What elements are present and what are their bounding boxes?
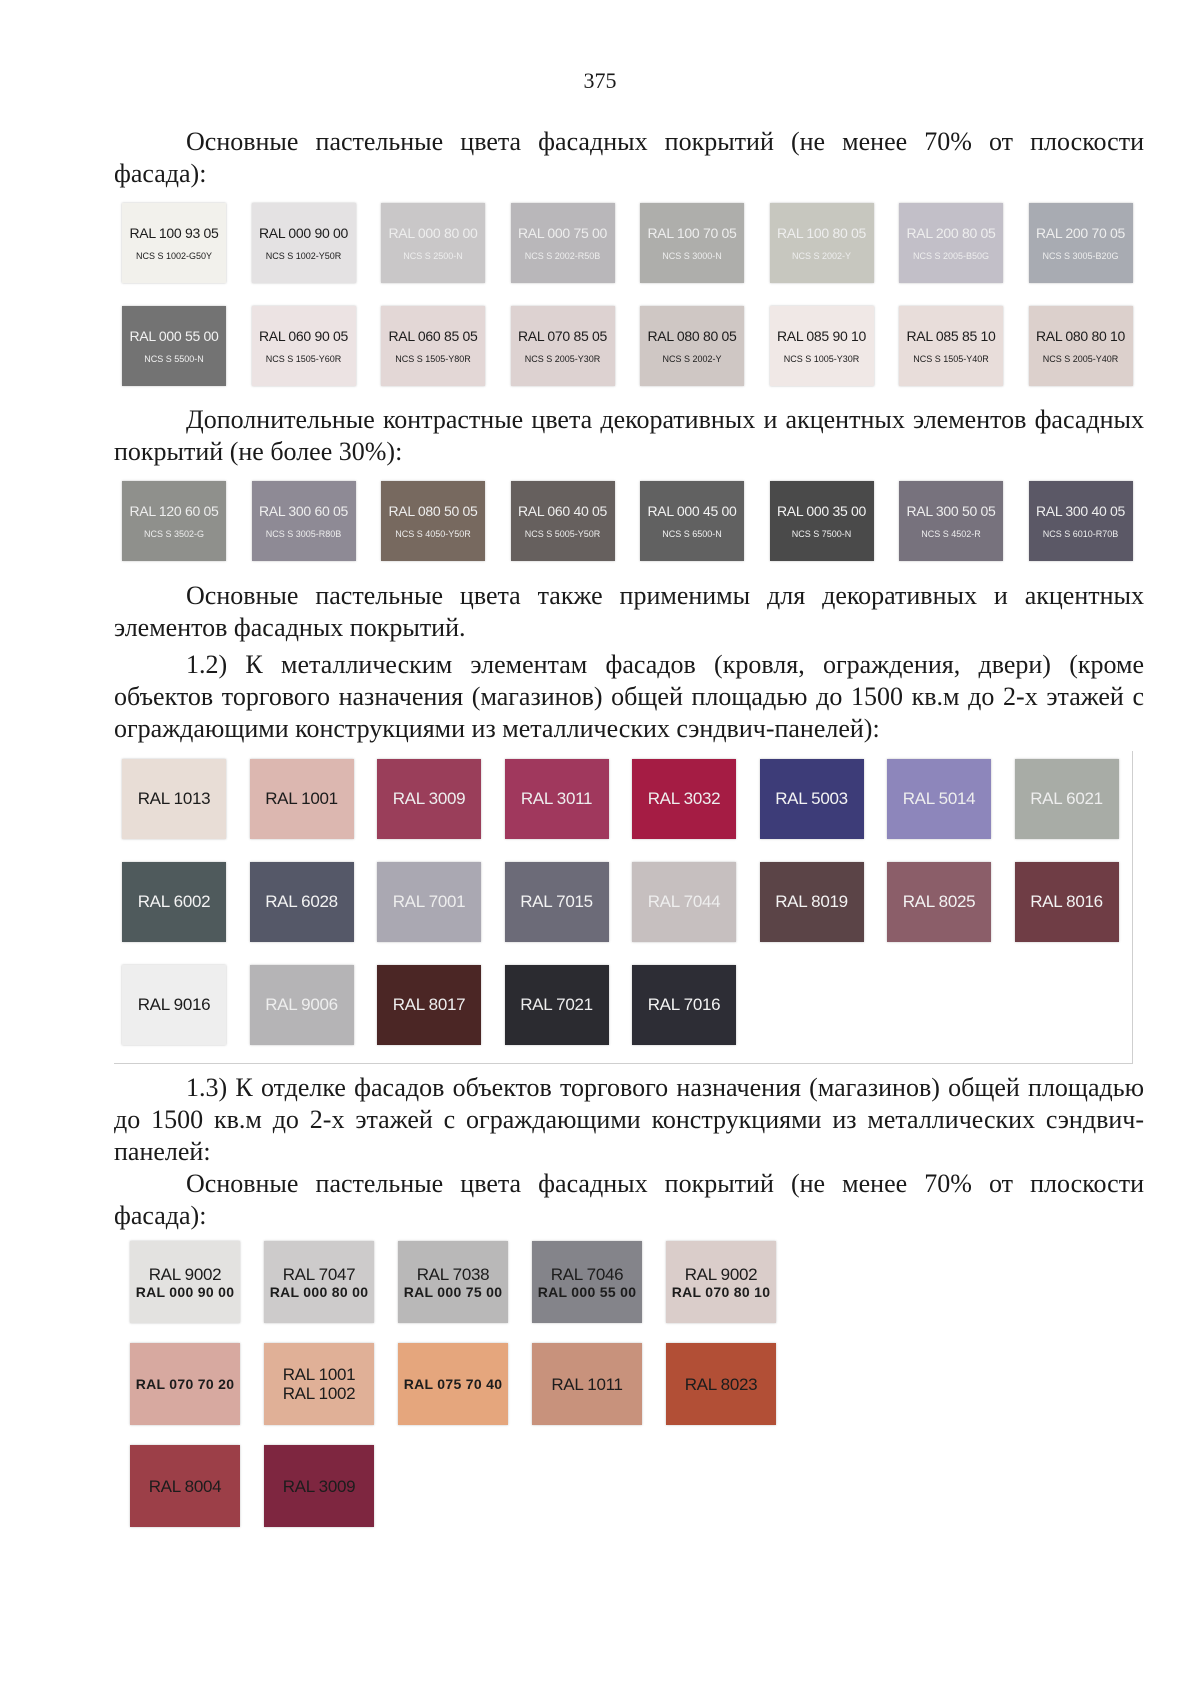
- swatch-label: RAL 5014: [902, 789, 976, 808]
- paragraph-contrast-intro: Дополнительные контрастные цвета декоративных и акцентных элементов фасадных покрытий (не более 30%):: [114, 405, 1144, 466]
- swatch-label: RAL 060 90 05: [259, 328, 348, 344]
- color-swatch: [505, 965, 609, 1045]
- swatch-label: RAL 7021: [520, 995, 593, 1014]
- swatch-label: RAL 7001: [392, 892, 466, 911]
- swatch-label: RAL 6028: [265, 892, 338, 911]
- color-swatch: [264, 1343, 374, 1425]
- swatch-label: RAL 7044: [647, 892, 721, 911]
- color-swatch: [1029, 203, 1133, 283]
- swatch-label: RAL 8023: [684, 1374, 758, 1394]
- color-swatch: [770, 203, 874, 283]
- color-swatch: [899, 203, 1003, 283]
- swatch-label: RAL 120 60 05: [129, 503, 219, 519]
- swatch-label: RAL 075 70 40: [403, 1376, 503, 1392]
- page-number: 375: [583, 68, 617, 93]
- color-swatch: [505, 759, 609, 839]
- swatch-label: RAL 100 70 05: [647, 225, 737, 241]
- swatch-label: NCS S 5500-N: [144, 354, 204, 364]
- color-swatch: [377, 862, 481, 942]
- color-swatch: [398, 1343, 508, 1425]
- swatch-label: NCS S 3005-B20G: [1042, 251, 1119, 261]
- swatch-label: RAL 000 55 00: [537, 1283, 637, 1300]
- color-swatch: [381, 306, 485, 386]
- color-swatch: [899, 481, 1003, 561]
- swatch-label: RAL 9006: [265, 995, 338, 1014]
- swatch-label: NCS S 6010-R70B: [1042, 529, 1119, 539]
- swatch-label: RAL 1001: [282, 1365, 356, 1384]
- swatch-label: NCS S 1002-G50Y: [135, 251, 213, 261]
- swatch-label: RAL 000 90 00: [135, 1283, 235, 1300]
- swatch-label: RAL 1013: [137, 789, 211, 808]
- swatch-label: RAL 8017: [392, 995, 466, 1014]
- color-swatch: [250, 965, 354, 1045]
- color-swatch: [252, 203, 356, 283]
- swatch-label: RAL 085 85 10: [906, 328, 996, 344]
- swatch-label: RAL 000 75 00: [518, 225, 607, 241]
- swatch-label: NCS S 1505-Y80R: [395, 354, 471, 364]
- color-swatch: [760, 862, 864, 942]
- swatch-label: RAL 9002: [148, 1264, 222, 1284]
- swatch-label: RAL 3032: [647, 789, 721, 808]
- swatch-label: RAL 7015: [520, 892, 593, 911]
- color-swatch: [250, 759, 354, 839]
- swatch-label: NCS S 3000-N: [662, 251, 722, 261]
- swatch-label: RAL 085 90 10: [777, 328, 866, 344]
- color-swatch: [770, 481, 874, 561]
- swatch-label: RAL 100 93 05: [129, 225, 219, 241]
- swatch-label: RAL 5003: [775, 789, 848, 808]
- color-swatch: [252, 481, 356, 561]
- color-swatch: [130, 1445, 240, 1527]
- color-swatch: [122, 203, 226, 283]
- color-swatch: [1029, 481, 1133, 561]
- swatch-label: RAL 070 85 05: [518, 328, 607, 344]
- color-swatch: [511, 306, 615, 386]
- swatch-label: RAL 6002: [137, 892, 211, 911]
- swatch-label: RAL 8004: [148, 1476, 222, 1496]
- swatch-label: NCS S 7500-N: [791, 529, 852, 539]
- swatch-label: RAL 000 75 00: [403, 1283, 503, 1300]
- swatch-label: NCS S 2002-Y: [791, 251, 852, 261]
- swatch-label: RAL 300 40 05: [1036, 503, 1125, 519]
- swatch-label: RAL 300 60 05: [259, 503, 348, 519]
- swatch-label: RAL 000 55 00: [129, 328, 219, 344]
- swatch-label: RAL 080 80 05: [647, 328, 737, 344]
- color-swatch: [381, 481, 485, 561]
- color-swatch: [640, 481, 744, 561]
- paragraph-shop-pastel-intro: Основные пастельные цвета фасадных покрытий (не менее 70% от плоскости фасада):: [114, 1169, 1144, 1230]
- color-swatch: [632, 759, 736, 839]
- color-swatch: [264, 1241, 374, 1323]
- swatch-label: RAL 7047: [282, 1264, 356, 1284]
- color-swatch: [377, 965, 481, 1045]
- paragraph-pastel-note: Основные пастельные цвета также применимы для декоративных и акцентных элементов фасадных покрытий.: [114, 581, 1144, 642]
- swatch-label: RAL 3009: [282, 1476, 356, 1496]
- swatch-label: RAL 9002: [684, 1264, 758, 1284]
- color-swatch: [887, 759, 991, 839]
- paragraph-pastel-intro: Основные пастельные цвета фасадных покрытий (не менее 70% от плоскости фасада):: [114, 127, 1144, 188]
- swatch-label: NCS S 5005-Y50R: [524, 529, 601, 539]
- swatch-label: RAL 300 50 05: [906, 503, 996, 519]
- color-swatch: [532, 1241, 642, 1323]
- swatch-label: RAL 060 40 05: [518, 503, 607, 519]
- swatch-label: NCS S 1505-Y60R: [265, 354, 342, 364]
- swatch-label: RAL 1002: [282, 1384, 356, 1403]
- swatch-label: RAL 6021: [1030, 789, 1103, 808]
- swatch-label: RAL 7038: [416, 1264, 490, 1284]
- swatch-label: RAL 080 50 05: [388, 503, 478, 519]
- color-swatch: [130, 1343, 240, 1425]
- swatch-label: RAL 8016: [1030, 892, 1103, 911]
- color-swatch: [1015, 759, 1119, 839]
- color-swatch: [887, 862, 991, 942]
- swatch-label: RAL 9016: [137, 995, 211, 1014]
- swatch-label: NCS S 2005-B50G: [912, 251, 990, 261]
- swatch-label: RAL 1001: [265, 789, 338, 808]
- swatch-label: RAL 080 80 10: [1036, 328, 1125, 344]
- swatch-label: NCS S 3502-G: [143, 529, 205, 539]
- color-swatch: [130, 1241, 240, 1323]
- swatch-label: NCS S 1505-Y40R: [913, 354, 989, 364]
- color-swatch: [505, 862, 609, 942]
- swatch-label: RAL 200 80 05: [906, 225, 996, 241]
- swatch-label: RAL 100 80 05: [777, 225, 866, 241]
- swatch-label: RAL 070 80 10: [671, 1283, 771, 1300]
- color-swatch: [377, 759, 481, 839]
- swatch-label: NCS S 4050-Y50R: [395, 529, 471, 539]
- color-swatch: [632, 862, 736, 942]
- swatch-label: NCS S 3005-R80B: [265, 529, 342, 539]
- color-swatch: [122, 306, 226, 386]
- swatch-label: RAL 200 70 05: [1036, 225, 1125, 241]
- swatch-label: RAL 000 80 00: [388, 225, 478, 241]
- color-swatch: [770, 306, 874, 386]
- color-swatch: [532, 1343, 642, 1425]
- color-swatch: [760, 759, 864, 839]
- color-swatch: [122, 965, 226, 1045]
- swatch-label: NCS S 1005-Y30R: [783, 354, 860, 364]
- color-swatch: [122, 481, 226, 561]
- swatch-label: NCS S 4502-R: [921, 529, 981, 539]
- color-swatch: [640, 306, 744, 386]
- color-swatch: [511, 481, 615, 561]
- swatch-label: RAL 3009: [392, 789, 466, 808]
- color-swatch: [666, 1241, 776, 1323]
- swatch-label: RAL 1011: [551, 1374, 623, 1394]
- color-swatch: [632, 965, 736, 1045]
- paragraph-shop-section: 1.3) К отделке фасадов объектов торгового назначения (магазинов) общей площадью до 1500 кв.м до 2-х этажей с ограждающими конструкциями из металлических сэндвич-панелей:: [114, 1073, 1144, 1166]
- swatch-label: NCS S 1002-Y50R: [265, 251, 342, 261]
- color-swatch: [252, 306, 356, 386]
- swatch-label: RAL 8025: [902, 892, 976, 911]
- color-swatch: [122, 862, 226, 942]
- swatch-label: NCS S 6500-N: [662, 529, 722, 539]
- color-swatch: [381, 203, 485, 283]
- swatch-label: RAL 060 85 05: [388, 328, 478, 344]
- color-swatch: [511, 203, 615, 283]
- color-swatch: [899, 306, 1003, 386]
- paragraph-metal-section: 1.2) К металлическим элементам фасадов (кровля, ограждения, двери) (кроме объектов торгового назначения (магазинов) общей площадью до 1500 кв.м до 2-х этажей с ограждающими конструкциями из металлических сэндвич-панелей):: [114, 650, 1144, 743]
- swatch-label: RAL 000 90 00: [259, 225, 348, 241]
- color-swatch: [1029, 306, 1133, 386]
- swatch-label: RAL 8019: [775, 892, 848, 911]
- color-swatch: [122, 759, 226, 839]
- swatch-label: NCS S 2005-Y40R: [1042, 354, 1119, 364]
- swatch-label: RAL 000 45 00: [647, 503, 737, 519]
- color-swatch: [666, 1343, 776, 1425]
- swatch-label: RAL 7016: [647, 995, 721, 1014]
- swatch-label: NCS S 2005-Y30R: [524, 354, 601, 364]
- color-swatch: [264, 1445, 374, 1527]
- color-swatch: [1015, 862, 1119, 942]
- swatch-label: RAL 000 80 00: [269, 1283, 369, 1300]
- swatch-label: RAL 000 35 00: [777, 503, 866, 519]
- swatch-label: NCS S 2500-N: [403, 251, 463, 261]
- swatch-label: NCS S 2002-R50B: [524, 251, 601, 261]
- color-swatch: [250, 862, 354, 942]
- swatch-label: NCS S 2002-Y: [662, 354, 722, 364]
- color-swatch: [398, 1241, 508, 1323]
- swatch-label: RAL 7046: [550, 1264, 624, 1284]
- color-swatch: [640, 203, 744, 283]
- swatch-label: RAL 070 70 20: [135, 1376, 235, 1392]
- swatch-label: RAL 3011: [520, 789, 593, 808]
